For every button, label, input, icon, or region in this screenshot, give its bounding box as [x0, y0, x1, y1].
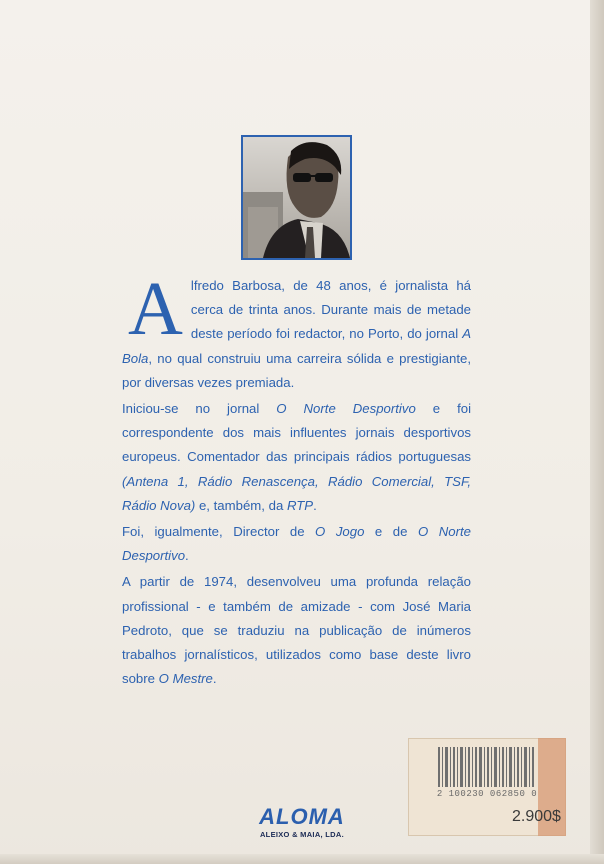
- publisher-logo: [254, 806, 350, 839]
- author-biography: [122, 267, 472, 693]
- barcode: [438, 747, 536, 787]
- author-photo: [241, 135, 352, 260]
- book-edge-bottom: [0, 854, 604, 864]
- publisher-logo-text: ALOMA: [259, 804, 345, 829]
- bio-paragraph-2: Iniciou-se no jornal O Norte Desportivo e foi correspondente dos mais influentes jornais desportivos europeus. Comentador das principais rádios portuguesas (Antena 1, Rádio Renascença, Rádio Comercial, TSF, Rádio Nova) e, também, da RTP.: [122, 401, 472, 513]
- bio-paragraph-1: Alfredo Barbosa, de 48 anos, é jornalista há cerca de trinta anos. Durante mais de metade deste período foi redactor, no Porto, do jornal A Bola, no qual construiu uma carreira sólida e prestigiante, por diversas vezes premiada.: [122, 267, 471, 390]
- bio-paragraph-3: Foi, igualmente, Director de O Jogo e de O Norte Desportivo.: [122, 524, 471, 564]
- bio-paragraph-4: A partir de 1974, desenvolveu uma profunda relação profissional - e também de amizade - com José Maria Pedroto, que se traduziu na publicação de inúmeros trabalhos jornalísticos, utilizados como base deste livro sobre O Mestre.: [122, 574, 471, 687]
- book-edge-right: [590, 0, 604, 864]
- price-label: 2.900$: [512, 808, 561, 825]
- barcode-number: 2 100230 062850 0: [436, 789, 538, 799]
- publisher-name: ALEIXO & MAIA, LDA.: [259, 830, 345, 839]
- drop-cap: A: [128, 267, 183, 351]
